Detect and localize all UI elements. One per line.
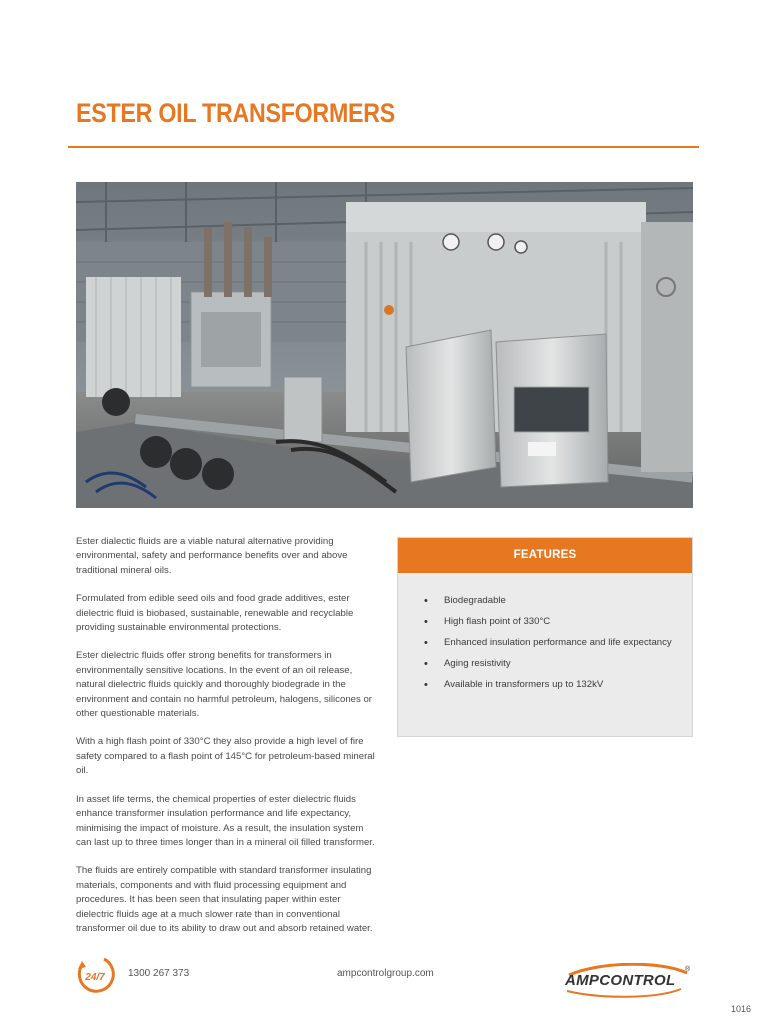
title-divider	[68, 146, 699, 148]
body-paragraph: In asset life terms, the chemical properties of ester dielectric fluids enhance transformer insulation performance and life expectancy, minimising the impact of moisture. As a result, the insulation system can last up to three times longer than in a mineral oil filled transformer.	[76, 793, 375, 848]
feature-item: • High flash point of 330°C	[424, 615, 680, 629]
features-list	[398, 573, 692, 692]
ampcontrol-logo	[561, 963, 693, 999]
feature-item: • Aging resistivity	[424, 657, 680, 671]
footer-phone[interactable]: 1300 267 373	[128, 968, 190, 979]
feature-item: • Biodegradable	[424, 594, 680, 608]
logo-text: AMPCONTROL	[565, 972, 676, 989]
footer-website-link[interactable]: ampcontrolgroup.com	[337, 968, 434, 979]
badge-24-7: 24/7	[85, 972, 105, 983]
body-paragraph: The fluids are entirely compatible with standard transformer insulating materials, components and with fluid processing equipment and procedures. It has been seen that insulating paper within ester dielectric fluids age at a much slower rate than in conventional transformer oil due to its ability to draw out and absorb retained water.	[76, 865, 373, 934]
phone-24-7-icon	[74, 955, 118, 997]
features-panel	[397, 537, 693, 737]
feature-item: • Enhanced insulation performance and life expectancy	[424, 636, 680, 650]
body-text-column	[76, 535, 376, 950]
body-paragraph: Ester dialectic fluids are a viable natural alternative providing environmental, safety and performance benefits over and above traditional mineral oils.	[76, 536, 348, 576]
features-heading: FEATURES	[398, 538, 692, 573]
feature-item: • Available in transformers up to 132kV	[424, 678, 680, 692]
transformer-photo	[76, 182, 693, 508]
body-paragraph: With a high flash point of 330°C they also provide a high level of fire safety compared to a flash point of 145°C for petroleum-based mineral oil.	[76, 736, 375, 777]
page-title: ESTER OIL TRANSFORMERS	[76, 98, 396, 128]
page-number: 1016	[731, 1004, 752, 1014]
page-footer	[0, 955, 768, 999]
body-paragraph: Formulated from edible seed oils and food grade additives, ester dielectric fluid is biobased, sustainable, renewable and recyclable providing sustainable environmental protections.	[76, 593, 354, 634]
logo-registered-mark: ®	[685, 966, 691, 973]
body-paragraph: Ester dielectric fluids offer strong benefits for transformers in environmentally sensitive locations. In the event of an oil release, natural dielectric fluids quickly and thoroughly biodegrade in the environment and contain no harmful petroleum, halogens, silicones or other questionable materials.	[76, 650, 372, 720]
